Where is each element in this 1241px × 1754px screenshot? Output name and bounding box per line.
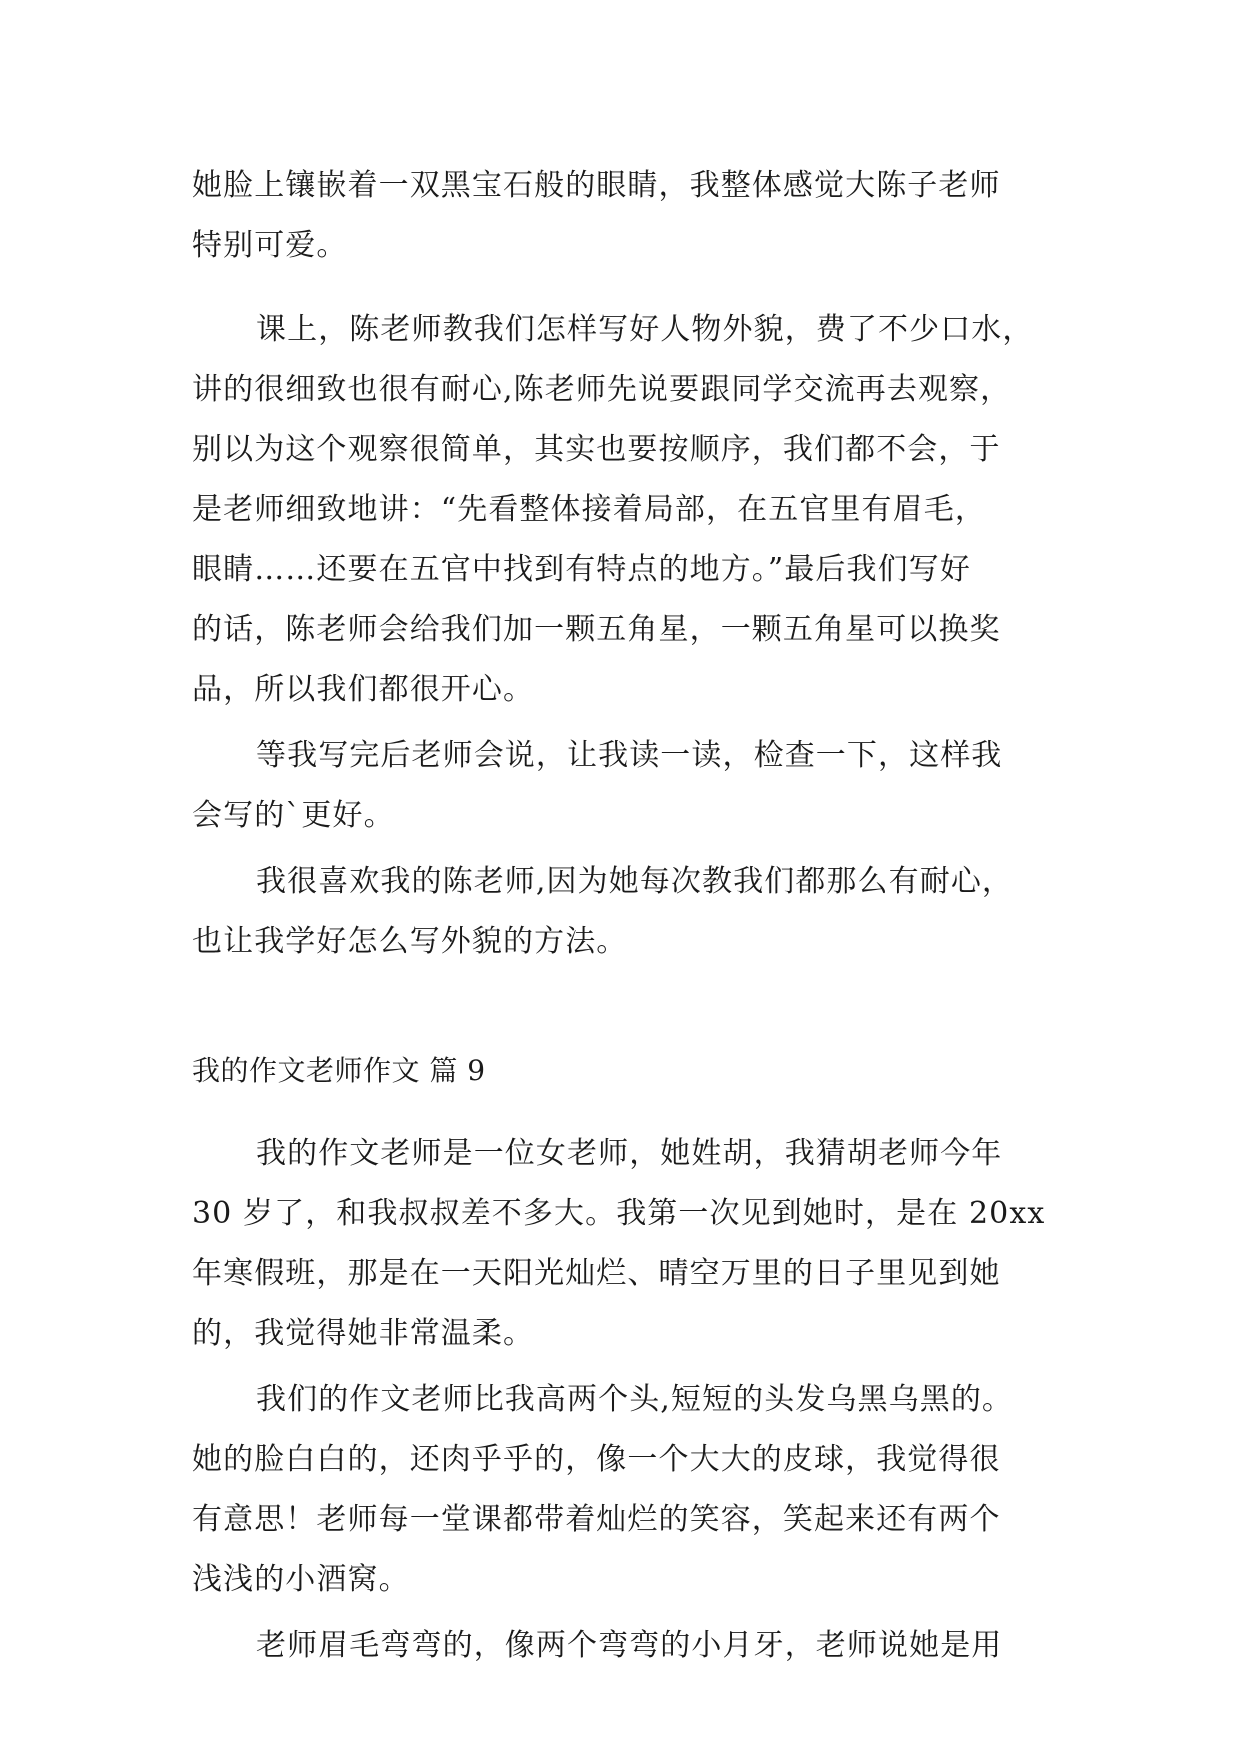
text-line: 我很喜欢我的陈老师,因为她每次教我们都那么有耐心， xyxy=(256,864,1014,899)
text-line: 浅浅的小酒窝。 xyxy=(192,1562,410,1597)
text-line: 的，我觉得她非常温柔。 xyxy=(192,1316,535,1351)
text-line: 特别可爱。 xyxy=(192,228,348,263)
text-line: 她脸上镶嵌着一双黑宝石般的眼睛，我整体感觉大陈子老师 xyxy=(192,168,1001,203)
text-line: 有意思！老师每一堂课都带着灿烂的笑容，笑起来还有两个 xyxy=(192,1502,1001,1537)
text-line: 30 岁了，和我叔叔差不多大。我第一次见到她时，是在 20xx xyxy=(192,1196,1046,1231)
text-line: 我们的作文老师比我高两个头,短短的头发乌黑乌黑的。 xyxy=(256,1382,1014,1417)
text-line: 老师眉毛弯弯的，像两个弯弯的小月牙，老师说她是用 xyxy=(256,1628,1003,1663)
text-line: 品，所以我们都很开心。 xyxy=(192,672,535,707)
text-line: 年寒假班，那是在一天阳光灿烂、晴空万里的日子里见到她 xyxy=(192,1256,1001,1291)
text-line: 等我写完后老师会说，让我读一读，检查一下，这样我 xyxy=(256,738,1003,773)
text-line: 的话，陈老师会给我们加一颗五角星，一颗五角星可以换奖 xyxy=(192,612,1001,647)
text-line: 眼睛……还要在五官中找到有特点的地方。”最后我们写好 xyxy=(192,552,971,587)
text-line: 也让我学好怎么写外貌的方法。 xyxy=(192,924,628,959)
text-line: 课上，陈老师教我们怎样写好人物外貌，费了不少口水， xyxy=(256,312,1034,347)
text-line: 别以为这个观察很简单，其实也要按顺序，我们都不会，于 xyxy=(192,432,1001,467)
text-line: 我的作文老师是一位女老师，她姓胡，我猜胡老师今年 xyxy=(256,1136,1003,1171)
section-heading: 我的作文老师作文 篇 9 xyxy=(192,1054,486,1087)
text-line: 会写的`更好。 xyxy=(192,798,395,833)
text-line: 她的脸白白的，还肉乎乎的，像一个大大的皮球，我觉得很 xyxy=(192,1442,1001,1477)
text-line: 讲的很细致也很有耐心,陈老师先说要跟同学交流再去观察， xyxy=(192,372,1012,407)
text-line: 是老师细致地讲：“先看整体接着局部，在五官里有眉毛， xyxy=(192,492,986,527)
